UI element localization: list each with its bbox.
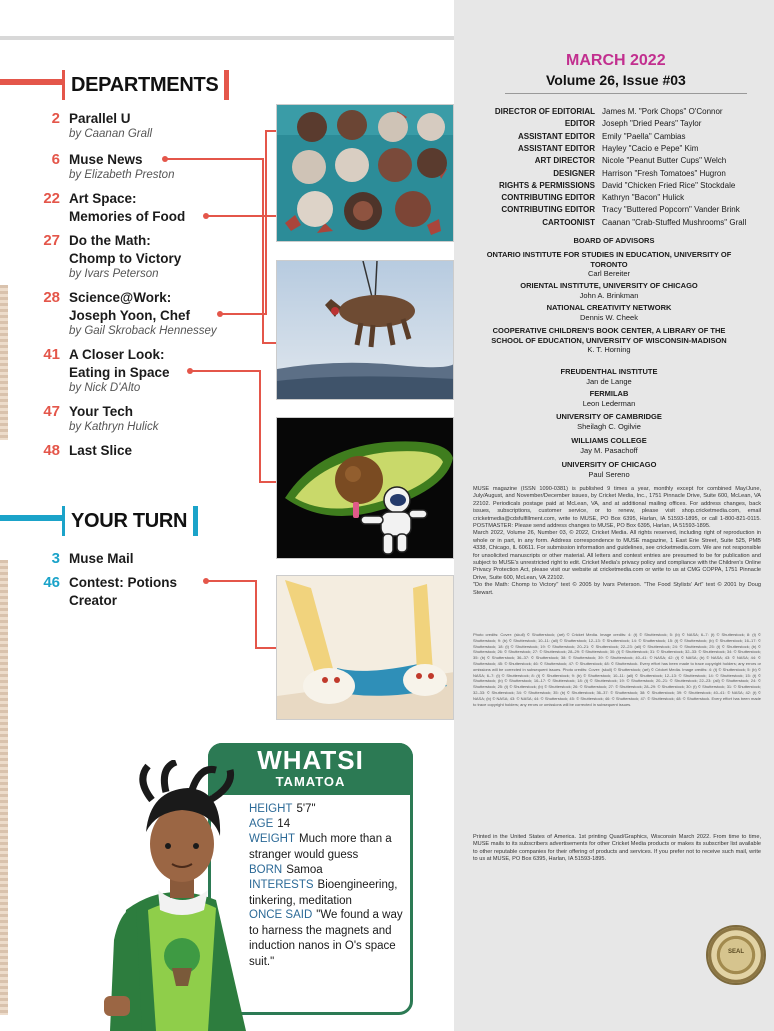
- toc-byline: by Kathryn Hulick: [69, 421, 159, 433]
- whatsi-character-illustration: [96, 760, 266, 1031]
- toc-byline: by Gail Skroback Hennessey: [69, 325, 217, 337]
- whatsi-field-label: WEIGHT: [249, 833, 295, 845]
- staff-role: ASSISTANT EDITOR: [517, 143, 595, 153]
- whatsi-field-value: Bioengineering, tinkering, meditation: [249, 879, 398, 907]
- staff-name: Caanan "Crab-Stuffed Mushrooms" Grall: [602, 217, 747, 227]
- whatsi-name: WHATSI: [257, 745, 364, 775]
- copyright-notice: March 2022, Volume 26, Number 03, © 2022, Cricket Media. All rights reserved, including right of reproduction in whole or in part, in any form. Address correspondence to MUSE magazine, 1 East Erie Street, Suite 525, PMB 4338, Chicago, IL 60611. For submission information and guidelines, see cricketmedia.com. We are not responsible for unsolicited manuscripts or other material. All letters and contest entries are presumed to be for publication and subject to MUSE's unrestricted right to edit. Cricket Media's privacy policy and compliance with the Children's Online Privacy Protection Act, please visit our website at cricketmedia.com or write to us at CMG COPPA, 1751 Pinnacle Drive, Suite 600, McLean, VA 22102.: [473, 530, 761, 581]
- staff-name: David "Chicken Fried Rice" Stockdale: [602, 180, 736, 190]
- whatsi-field-label: HEIGHT: [249, 803, 293, 815]
- toc-page-number: 47: [43, 403, 60, 420]
- seal-text: SEAL: [727, 949, 744, 955]
- toc-title: Contest: Potions: [69, 575, 177, 590]
- advisor-organization: NATIONAL CREATIVITY NETWORK: [546, 303, 672, 312]
- advisor-entry: [484, 412, 734, 431]
- toc-title: Joseph Yoon, Chef: [69, 308, 191, 323]
- whatsi-field-label: BORN: [249, 864, 283, 876]
- connector-dot: [187, 368, 193, 374]
- departments-header: [0, 70, 245, 100]
- toc-title: Chomp to Victory: [69, 251, 182, 266]
- toc-title: Your Tech: [69, 404, 134, 419]
- staff-role: RIGHTS & PERMISSIONS: [498, 180, 595, 190]
- connector-dot: [203, 578, 209, 584]
- toc-title: Memories of Food: [69, 209, 186, 224]
- whatsi-field: [249, 832, 409, 863]
- advisor-entry: [484, 281, 734, 300]
- connector-line: [259, 481, 276, 483]
- toc-title: Parallel U: [69, 111, 131, 126]
- advisor-name: Carl Bereiter: [587, 269, 631, 278]
- advisor-organization: UNIVERSITY OF CAMBRIDGE: [556, 412, 662, 421]
- toc-page-number: 22: [43, 190, 60, 207]
- connector-line: [262, 342, 276, 344]
- connector-line: [265, 130, 276, 132]
- toc-title: Art Space:: [69, 191, 137, 206]
- board-title: BOARD OF ADVISORS: [573, 236, 655, 245]
- staff-name: James M. "Pork Chops" O'Connor: [602, 107, 723, 116]
- staff-role: ASSISTANT EDITOR: [517, 131, 595, 141]
- staff-role: CONTRIBUTING EDITOR: [501, 205, 595, 215]
- staff-role: CARTOONIST: [542, 217, 595, 227]
- whatsi-field: [249, 817, 409, 833]
- advisor-entry: [484, 460, 734, 479]
- toc-title: Muse Mail: [69, 551, 134, 566]
- advisor-entry: [484, 250, 734, 279]
- toc-byline: by Caanan Grall: [69, 128, 153, 140]
- whatsi-field-label: ONCE SAID: [249, 909, 313, 921]
- masthead-rule: [505, 93, 747, 94]
- toc-byline: by Nick D'Alto: [69, 382, 141, 394]
- staff-role: EDITOR: [564, 119, 595, 129]
- connector-line: [255, 580, 257, 648]
- staff-role: ART DIRECTOR: [534, 156, 595, 166]
- advisor-organization: ONTARIO INSTITUTE FOR STUDIES IN EDUCATION, UNIVERSITY OF TORONTO: [486, 250, 732, 269]
- connector-dot: [203, 213, 209, 219]
- advisor-name: Jay M. Pasachoff: [580, 445, 638, 455]
- advisor-entry: [484, 367, 734, 386]
- advisor-entry: [484, 389, 734, 408]
- torn-edge-decoration: [0, 560, 8, 1015]
- advisor-entry: [484, 436, 734, 455]
- staff-name: Nicole "Peanut Butter Cups" Welch: [602, 156, 727, 166]
- advisor-organization: COOPERATIVE CHILDREN'S BOOK CENTER, A LIBRARY OF THE SCHOOL OF EDUCATION, UNIVERSITY OF WISCONSIN-MADISON: [491, 326, 727, 345]
- toc-title: Creator: [69, 593, 118, 608]
- staff-role: DIRECTOR OF EDITORIAL: [494, 107, 595, 116]
- whatsi-field: [249, 863, 409, 879]
- cow-illustration: [277, 261, 454, 400]
- connector-line: [190, 370, 260, 372]
- staff-name: Kathryn "Bacon" Hulick: [602, 193, 685, 203]
- toc-title: Science@Work:: [69, 290, 172, 305]
- departments-title: DEPARTMENTS: [62, 70, 229, 100]
- staff-role: CONTRIBUTING EDITOR: [501, 193, 595, 203]
- avocado-astronaut-photo: [276, 417, 454, 559]
- whatsi-field-label: AGE: [249, 818, 274, 830]
- top-rule: [0, 36, 454, 40]
- staff-name: Tracy "Buttered Popcorn" Vander Brink: [602, 205, 740, 215]
- whatsi-field-label: INTERESTS: [249, 879, 314, 891]
- connector-dot: [162, 156, 168, 162]
- advisor-name: Jan de Lange: [586, 376, 632, 386]
- whatsi-field: [249, 802, 409, 818]
- ice-cream-illustration: [277, 576, 454, 720]
- toc-title: Last Slice: [69, 443, 133, 458]
- hanging-cow-photo: [276, 260, 454, 400]
- staff-name: Emily "Paella" Cambias: [602, 131, 686, 141]
- connector-line: [262, 158, 264, 343]
- advisor-organization: WILLIAMS COLLEGE: [571, 436, 647, 445]
- advisor-name: John A. Brinkman: [579, 290, 639, 300]
- advisor-name: K. T. Horning: [587, 345, 631, 354]
- whatsi-surname: TAMATOA: [275, 774, 346, 789]
- toc-title: Muse News: [69, 152, 143, 167]
- toc-byline: by Ivars Peterson: [69, 268, 159, 280]
- whatsi-field-value: 14: [277, 818, 291, 830]
- whatsi-field: [249, 878, 409, 909]
- advisor-name: Leon Lederman: [582, 398, 636, 408]
- issue-month: MARCH 2022: [566, 52, 666, 69]
- whatsi-field-value: "We found a way to harness the magnets and induction nanos in O's space suit.": [249, 909, 403, 968]
- advisor-name: Paul Sereno: [588, 469, 630, 479]
- staff-name: Joseph "Dried Pears" Taylor: [602, 119, 702, 129]
- toc-title: A Closer Look:: [69, 347, 165, 362]
- whatsi-field-value: Samoa: [286, 864, 323, 876]
- toc-page-number: 41: [43, 346, 60, 363]
- connector-dot: [217, 311, 223, 317]
- connector-line: [165, 158, 263, 160]
- connector-line: [259, 370, 261, 482]
- connector-line: [206, 580, 256, 582]
- toc-page-number: 48: [43, 442, 60, 459]
- staff-role: DESIGNER: [553, 168, 595, 178]
- text-credits: "Do the Math: Chomp to Victory" text © 2005 by Ivars Peterson. "The Food Stylists' Art" text © 2001 by Doug Stewart.: [473, 582, 761, 596]
- advisor-name: Sheilagh C. Ogilvie: [577, 421, 641, 431]
- truffles-illustration: [277, 105, 454, 242]
- connector-line: [255, 647, 276, 649]
- advisor-entry: [484, 303, 734, 322]
- toc-page-number: 28: [43, 289, 60, 306]
- toc-page-number: 27: [43, 232, 60, 249]
- toc-page-number: 6: [51, 151, 60, 168]
- photo-credits: [473, 632, 761, 834]
- whatsi-field-value: Much more than a stranger would guess: [249, 833, 392, 861]
- connector-line: [265, 130, 267, 315]
- toc-title: Do the Math:: [69, 233, 151, 248]
- advisor-organization: FREUDENTHAL INSTITUTE: [560, 367, 658, 376]
- advisor-entry: [484, 326, 734, 355]
- advisor-organization: UNIVERSITY OF CHICAGO: [561, 460, 657, 469]
- staff-name: Hayley "Cacio e Pepe" Kim: [602, 143, 699, 153]
- toc-title: Eating in Space: [69, 365, 170, 380]
- advisor-organization: ORIENTAL INSTITUTE, UNIVERSITY OF CHICAGO: [520, 281, 698, 290]
- advisor-name: Dennis W. Cheek: [580, 312, 638, 322]
- your-turn-header: [0, 506, 210, 536]
- avocado-illustration: [277, 418, 454, 559]
- publication-notice: MUSE magazine (ISSN 1090-0381) is published 9 times a year, monthly except for combined May/June, July/August, and November/December issues, by Cricket Media, Inc., 1751 Pinnacle Drive, Suite 600, McLean, VA 22102. Periodicals postage paid at McLean, VA, and at additional mailing offices. For address changes, back issues, subscriptions, customer service, or to renew, please visit shop.cricketmedia.com, email cricketmedia@cdsfulfillment.com, write to MUSE, PO Box 6395, Harlan, IA 51593-1895, or call 1-800-821-0115. POSTMASTER: Please send address changes to MUSE, PO Box 6395, Harlan, IA 51593-1895.: [473, 486, 761, 530]
- toc-page-number: 3: [51, 550, 60, 567]
- toc-page-number: 2: [51, 110, 60, 127]
- whatsi-field-value: 5'7": [296, 803, 316, 815]
- ice-cream-photo: [276, 575, 454, 720]
- toc-page-number: 46: [43, 574, 60, 591]
- advisor-organization: FERMILAB: [589, 389, 629, 398]
- award-seal: [706, 925, 766, 985]
- your-turn-title: YOUR TURN: [62, 506, 198, 536]
- printing-notice: Printed in the United States of America. 1st printing Quad/Graphics, Wisconsin March 2022. From time to time, MUSE mails to its subscribers advertisements for other Cricket Media products or makes its subscriber list available to other reputable companies for their offering of products and services. If you prefer not to receive such mail, write to us at MUSE, PO Box 6395, Harlan, IA 51593-1895.: [473, 834, 761, 863]
- toc-byline: by Elizabeth Preston: [69, 169, 175, 181]
- photo-credits-text: Photo credits: Cover: (skull) © Shutterstock; (art) © Cricket Media. Image credits: 4: (t) © Shutterstock; 5: (b) © NASA; 6–7: (t) © Shutterstock; 8: (t) © Shutterstock; 9: (b) © Shutterstock; 10–11: (all) © Shutterstock; 12–13: © Shutterstock; 14: © Shutterstock; 15: (t) © Shutterstock; (b) © Shutterstock; 16–17: © Shutterstock; 18: (t) © Shutterstock; 19: © Shutterstock; 20–21: © Shutterstock; 22–23: (all) © Shutterstock; 24: © Shutterstock; 25: (t) © Shutterstock; (b) © Shutterstock; 26: © Shutterstock; 27: © Shutterstock; 28–29: © Shutterstock; 30: (t) © Shutterstock; 31: © Shutterstock; 32–33: © Shutterstock; 34: © Shutterstock; 35: (b) © Shutterstock; 36–37: © Shutterstock; 38: © Shutterstock; 39: © Shutterstock; 40–41: © NASA; 42: (t) © NASA; (b) © NASA; 43: © NASA; 44: © Shutterstock; 45: © Shutterstock; 46: © Shutterstock; 47: © Shutterstock; 48: © Shutterstock. Every effort has been made to trace copyright holders; any errors or omissions will be corrected in subsequent issues.: [473, 666, 761, 707]
- staff-name: Harrison "Fresh Tomatoes" Hugron: [602, 168, 726, 178]
- fine-print: [473, 486, 761, 597]
- issue-volume: Volume 26, Issue #03: [546, 72, 686, 88]
- truffles-photo: [276, 104, 454, 242]
- photo-credits-text: Photo credits: Cover: (skull) © Shutterstock; (art) © Cricket Media. Image credits: 4: (t) © Shutterstock; 5: (b) © NASA; 6–7: (t) © Shutterstock; 8: (t) © Shutterstock; 9: (b) © Shutterstock; 10–11: (all) © Shutterstock; 12–13: © Shutterstock; 14: © Shutterstock; 15: (t) © Shutterstock; (b) © Shutterstock; 16–17: © Shutterstock; 18: (t) © Shutterstock; 19: © Shutterstock; 20–21: © Shutterstock; 22–23: (all) © Shutterstock; 24: © Shutterstock; 25: (t) © Shutterstock; (b) © Shutterstock; 26: © Shutterstock; 27: © Shutterstock; 28–29: © Shutterstock; 30: (t) © Shutterstock; 31: © Shutterstock; 32–33: © Shutterstock; 34: © Shutterstock; 35: (b) © Shutterstock; 36–37: © Shutterstock; 38: © Shutterstock; 39: © Shutterstock; 40–41: © NASA; 42: (t) © NASA; (b) © NASA; 43: © NASA; 44: © Shutterstock; 45: © Shutterstock; 46: © Shutterstock; 47: © Shutterstock; 48: © Shutterstock. Every effort has been made to trace copyright holders; any errors or omissions will be corrected in subsequent issues.: [473, 632, 761, 672]
- connector-line: [220, 313, 266, 315]
- whatsi-field: [249, 908, 409, 970]
